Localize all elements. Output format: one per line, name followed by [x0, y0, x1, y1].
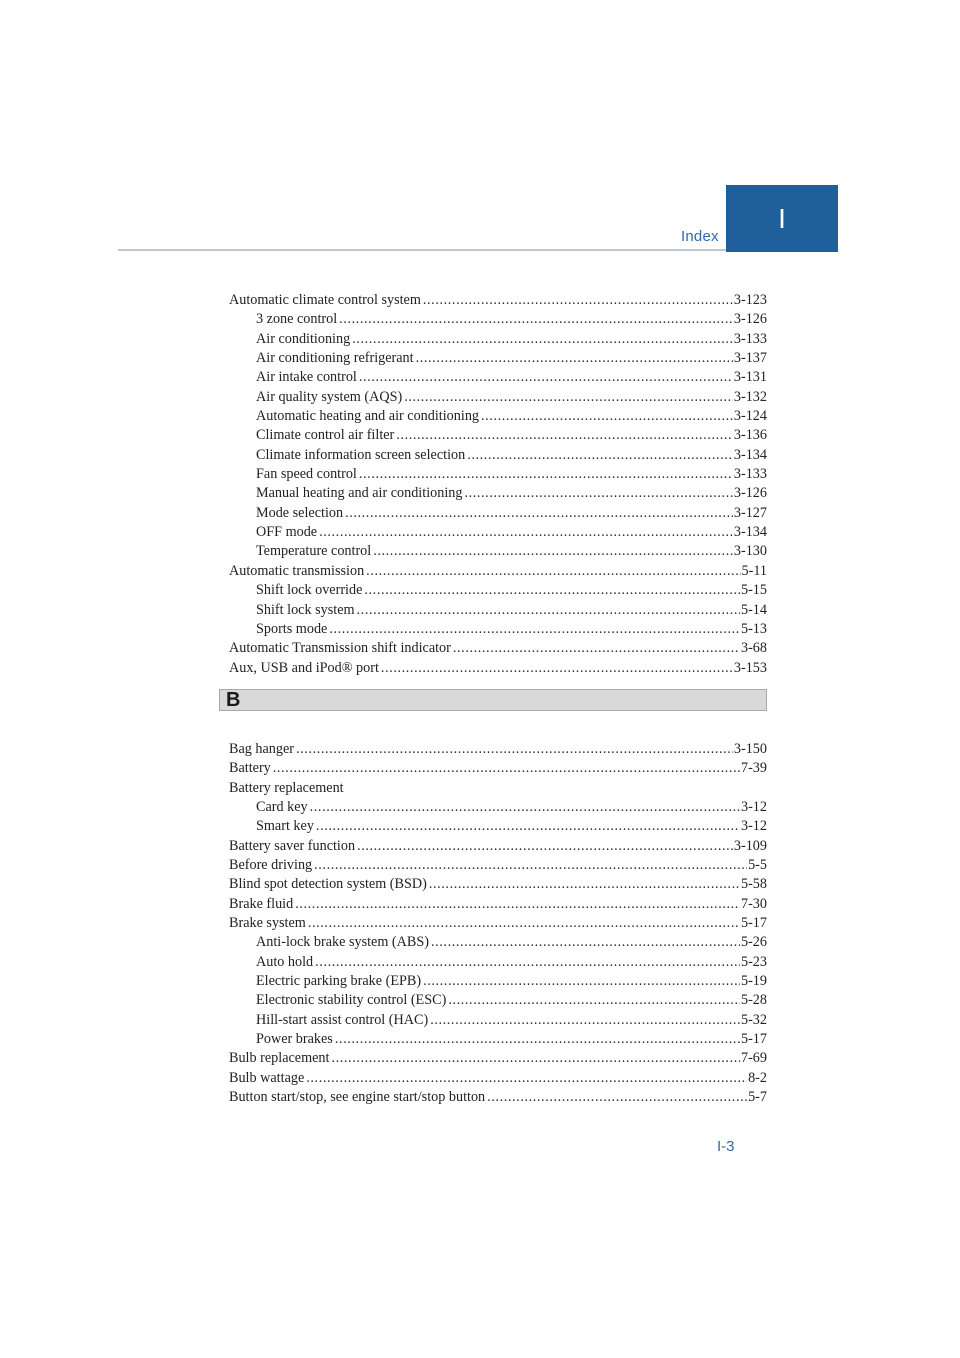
entry-label: Anti-lock brake system (ABS) [256, 934, 429, 951]
dot-leader [314, 856, 747, 875]
entry-label: Automatic climate control system [229, 292, 421, 308]
dot-leader [453, 639, 740, 658]
index-entry [229, 759, 767, 778]
dot-leader [319, 523, 733, 542]
page-title: Index [681, 228, 719, 245]
entry-label: Electronic stability control (ESC) [256, 992, 447, 1009]
entry-label: 3 zone control [256, 311, 338, 328]
header-rule [118, 249, 726, 251]
entry-label: OFF mode [256, 524, 318, 541]
index-entry [229, 1011, 767, 1030]
dot-leader [464, 484, 732, 503]
entry-label: Blind spot detection system (BSD) [229, 876, 427, 893]
dot-leader [381, 659, 733, 678]
entry-page-ref: 3-12 [740, 818, 767, 835]
index-entry [229, 1088, 767, 1107]
chapter-tab-letter: I [778, 202, 786, 234]
dot-leader [366, 562, 740, 581]
index-entry [229, 779, 767, 798]
entry-page-ref: 5-11 [741, 562, 767, 579]
entry-label: Fan speed control [256, 466, 357, 483]
index-entry [229, 1030, 767, 1049]
entry-page-ref: 3-150 [733, 740, 767, 757]
entry-page-ref: 5-19 [740, 973, 767, 989]
dot-leader [329, 620, 740, 639]
dot-leader [296, 740, 733, 759]
entry-page-ref: 5-26 [740, 934, 767, 951]
entry-page-ref: 3-123 [733, 292, 767, 308]
entry-page-ref: 3-68 [740, 640, 767, 657]
entry-label: Automatic Transmission shift indicator [229, 640, 451, 657]
dot-leader [357, 837, 733, 856]
entry-label: Battery replacement [229, 779, 344, 796]
entry-label: Shift lock override [256, 582, 363, 599]
dot-leader [331, 1049, 740, 1068]
dot-leader [295, 895, 740, 914]
section-header-b [219, 689, 767, 711]
index-entry [229, 407, 767, 426]
entry-page-ref: 5-5 [748, 856, 767, 873]
index-entry [229, 659, 767, 678]
index-entry [229, 310, 767, 329]
entry-label: Shift lock system [256, 601, 355, 618]
entry-page-ref: 8-2 [748, 1069, 767, 1086]
section-letter: B [226, 688, 241, 711]
page-number: I-3 [717, 1138, 735, 1155]
dot-leader [448, 991, 740, 1010]
dot-leader [423, 291, 733, 310]
index-entry [229, 740, 767, 759]
entry-label: Sports mode [256, 620, 328, 637]
entry-label: Air conditioning refrigerant [256, 350, 414, 367]
dot-leader [481, 407, 733, 426]
dot-leader [310, 798, 740, 817]
index-entry [229, 837, 767, 856]
entry-label: Manual heating and air conditioning [256, 485, 463, 502]
index-entry [229, 953, 767, 972]
entry-label: Battery saver function [229, 837, 356, 854]
entry-label: Bulb wattage [229, 1069, 305, 1086]
entry-label: Hill-start assist control (HAC) [256, 1011, 429, 1028]
index-list [226, 291, 767, 1107]
index-entry [229, 972, 767, 991]
dot-leader [429, 875, 740, 894]
entry-page-ref: 5-17 [740, 914, 767, 931]
index-entry [229, 504, 767, 523]
entry-page-ref: 3-153 [733, 659, 767, 676]
entry-label: Auto hold [256, 953, 314, 970]
entry-page-ref: 3-132 [733, 388, 767, 405]
entry-page-ref: 7-30 [740, 895, 767, 912]
index-entry [229, 875, 767, 894]
entry-page-ref: 3-126 [733, 485, 767, 502]
dot-leader [273, 759, 740, 778]
index-entry [229, 933, 767, 952]
entry-page-ref: 3-130 [733, 543, 767, 560]
entry-label: Brake system [229, 914, 306, 931]
index-entry [229, 349, 767, 368]
index-entry [229, 991, 767, 1010]
entry-page-ref: 3-12 [740, 798, 767, 815]
index-entry [229, 914, 767, 933]
entry-label: Air conditioning [256, 330, 351, 347]
entry-label: Automatic transmission [229, 562, 365, 579]
entry-label: Climate information screen selection [256, 446, 466, 463]
entry-page-ref: 3-126 [733, 311, 767, 328]
entry-page-ref: 5-32 [740, 1011, 767, 1028]
index-entry [229, 523, 767, 542]
dot-leader [357, 601, 740, 620]
entry-page-ref: 5-15 [740, 582, 767, 599]
entry-page-ref: 5-7 [748, 1089, 767, 1106]
dot-leader [431, 933, 740, 952]
entry-label: Battery [229, 760, 271, 777]
dot-leader [359, 465, 733, 484]
entry-label: Smart key [256, 818, 314, 835]
entry-label: Climate control air filter [256, 427, 395, 444]
dot-leader [352, 330, 733, 349]
entry-page-ref: 3-134 [733, 524, 767, 541]
entry-label: Button start/stop, see engine start/stop button [229, 1089, 486, 1106]
index-entry [229, 620, 767, 639]
index-entry [229, 446, 767, 465]
dot-leader [423, 972, 740, 991]
dot-leader [345, 504, 733, 523]
entry-page-ref: 5-58 [740, 876, 767, 893]
entry-page-ref: 3-109 [733, 837, 767, 854]
entry-page-ref: 3-131 [733, 369, 767, 386]
entry-label: Aux, USB and iPod® port [229, 659, 379, 676]
dot-leader [335, 1030, 740, 1049]
entry-label: Bag hanger [229, 740, 295, 757]
entry-page-ref: 5-14 [740, 601, 767, 618]
index-entry [229, 856, 767, 875]
index-entry [229, 798, 767, 817]
entry-label: Before driving [229, 856, 313, 873]
entry-label: Brake fluid [229, 895, 294, 912]
index-entry [229, 895, 767, 914]
dot-leader [404, 388, 733, 407]
entry-page-ref: 7-69 [740, 1050, 767, 1067]
dot-leader [359, 368, 733, 387]
dot-leader [316, 817, 740, 836]
entry-page-ref: 7-39 [740, 760, 767, 777]
index-entry [229, 1049, 767, 1068]
index-entry [229, 601, 767, 620]
index-entry [229, 1069, 767, 1088]
entry-label: Bulb replacement [229, 1050, 330, 1067]
index-entry [229, 562, 767, 581]
entry-page-ref: 3-137 [733, 350, 767, 367]
entry-label: Card key [256, 798, 308, 815]
entry-page-ref: 3-134 [733, 446, 767, 463]
entry-label: Air intake control [256, 369, 357, 386]
dot-leader [308, 914, 740, 933]
entry-label: Air quality system (AQS) [256, 388, 403, 405]
index-entry [229, 581, 767, 600]
dot-leader [416, 349, 733, 368]
index-entry [229, 817, 767, 836]
dot-leader [430, 1011, 740, 1030]
index-entry [229, 542, 767, 561]
entry-page-ref: 5-13 [740, 620, 767, 637]
entry-page-ref: 3-133 [733, 466, 767, 483]
entry-label: Temperature control [256, 543, 372, 560]
entry-label: Electric parking brake (EPB) [256, 973, 422, 989]
dot-leader [339, 310, 733, 329]
dot-leader [467, 446, 733, 465]
entry-label: Mode selection [256, 504, 344, 521]
dot-leader [396, 426, 733, 445]
chapter-tab [726, 185, 838, 252]
entry-page-ref: 3-133 [733, 330, 767, 347]
index-entry [229, 639, 767, 658]
entry-page-ref: 3-136 [733, 427, 767, 444]
entry-page-ref: 5-23 [740, 953, 767, 970]
dot-leader [315, 953, 740, 972]
entry-page-ref: 5-28 [740, 992, 767, 1009]
entry-page-ref: 3-127 [733, 504, 767, 521]
index-entry [229, 291, 767, 310]
index-entry [229, 368, 767, 387]
index-entry [229, 388, 767, 407]
index-entry [229, 465, 767, 484]
entry-page-ref: 5-17 [740, 1031, 767, 1048]
index-entry [229, 426, 767, 445]
index-entry [229, 484, 767, 503]
dot-leader [364, 581, 740, 600]
index-entry [229, 330, 767, 349]
entry-page-ref: 3-124 [733, 408, 767, 425]
entry-label: Power brakes [256, 1031, 333, 1048]
dot-leader [487, 1088, 747, 1107]
entry-label: Automatic heating and air conditioning [256, 408, 480, 425]
dot-leader [306, 1069, 747, 1088]
index-section-b [229, 740, 767, 1108]
index-section-a [229, 291, 767, 678]
dot-leader [373, 542, 733, 561]
